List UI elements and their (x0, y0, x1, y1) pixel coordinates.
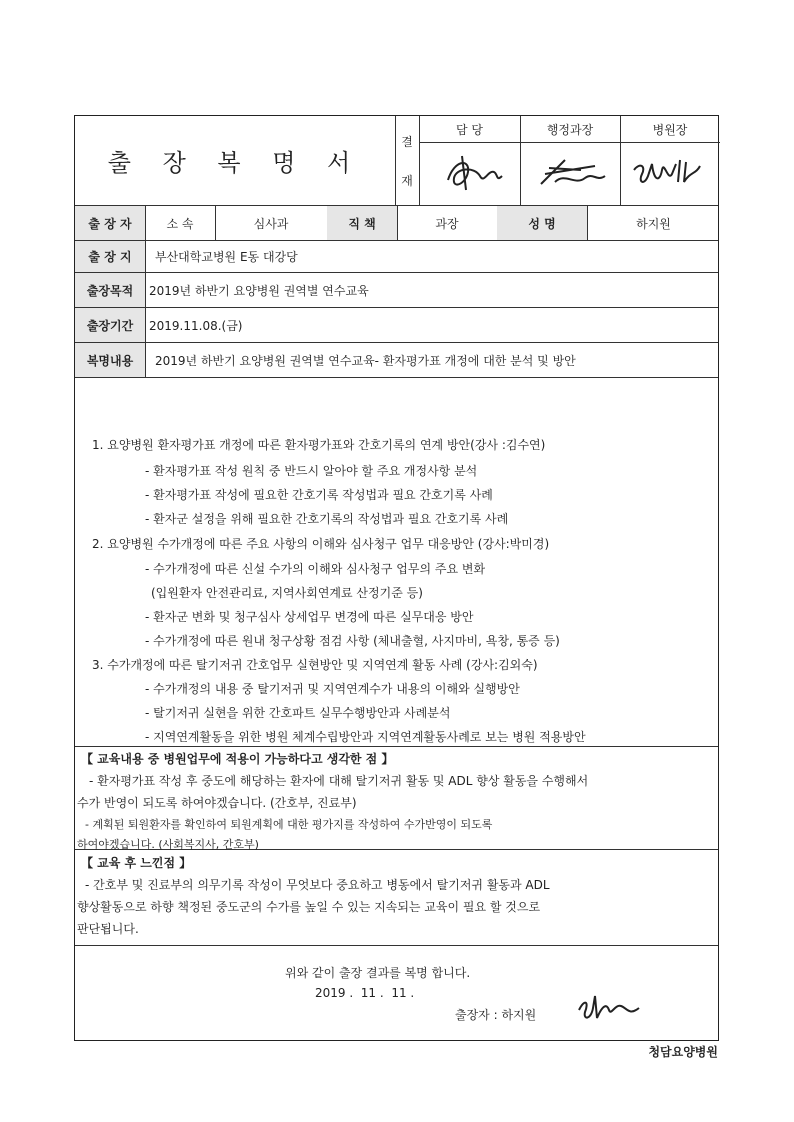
feel-section (75, 850, 718, 946)
apply-header: 【 교육내용 중 병원업무에 적용이 가능하다고 생각한 점 】 (81, 752, 394, 766)
position-value: 과장 (435, 216, 459, 231)
closing-statement: 위와 같이 출장 결과를 복명 합니다. (285, 966, 471, 980)
apply-section (75, 746, 718, 850)
apply-line: 하여야겠습니다. (사회복지사, 간호부) (77, 838, 259, 851)
report-row (75, 343, 718, 378)
position-label: 직 책 (327, 206, 397, 240)
content-line: - 수가개정의 내용 중 탈기저귀 및 지역연계수가 내용의 이해와 실행방안 (145, 682, 520, 696)
feel-line: 판단됩니다. (77, 922, 139, 936)
feel-line: - 간호부 및 진료부의 의무기록 작성이 무엇보다 중요하고 병동에서 탈기저귀 활동과 ADL (85, 878, 550, 892)
content-line: (입원환자 안전관리료, 지역사회연계료 산정기준 등) (151, 586, 423, 600)
closing-date: 2019 . 11 . 11 . (315, 986, 415, 1000)
period-value: 2019.11.08.(금) (149, 318, 243, 333)
signature-staff-icon (440, 150, 510, 196)
content-area (75, 378, 718, 747)
signature-traveler-icon (575, 990, 645, 1024)
purpose-row (75, 273, 718, 308)
page-title: 출 장 복 명 서 (107, 149, 363, 177)
apply-line: 수가 반영이 되도록 하여야겠습니다. (간호부, 진료부) (77, 796, 357, 810)
traveler-label: 출 장 자 (75, 206, 145, 240)
place-label: 출 장 지 (75, 241, 145, 272)
period-row (75, 308, 718, 343)
name-value: 하지원 (636, 216, 671, 231)
report-label: 복명내용 (75, 343, 145, 377)
content-line: 2. 요양병원 수가개정에 따른 주요 사항의 이해와 심사청구 업무 대응방안 (강사:박미경) (92, 537, 550, 551)
dept-label: 소 속 (166, 216, 194, 231)
feel-header: 【 교육 후 느낀점 】 (81, 856, 192, 870)
content-line: - 환자평가표 작성에 필요한 간호기록 작성법과 필요 간호기록 사례 (145, 488, 493, 502)
content-line: 1. 요양병원 환자평가표 개정에 따른 환자평가표와 간호기록의 연계 방안(강사 :김수연) (92, 438, 546, 452)
content-line: - 환자평가표 작성 원칙 중 반드시 알아야 할 주요 개정사항 분석 (145, 464, 478, 478)
report-value: 2019년 하반기 요양병원 권역별 연수교육- 환자평가표 개정에 대한 분석 및 방안 (155, 353, 576, 368)
approval-label (395, 116, 419, 205)
content-line: - 환자군 변화 및 청구심사 상세업무 변경에 따른 실무대응 방안 (145, 610, 474, 624)
period-label: 출장기간 (75, 308, 145, 342)
apply-line: - 계획된 퇴원환자를 확인하여 퇴원계획에 대한 평가지를 작성하여 수가반영이 되도록 (85, 818, 493, 831)
content-line: 3. 수가개정에 따른 탈기저귀 간호업무 실현방안 및 지역연계 활동 사례 (강사:김외숙) (92, 658, 538, 672)
content-line: - 환자군 설정을 위해 필요한 간호기록의 작성법과 필요 간호기록 사례 (145, 512, 509, 526)
apply-line: - 환자평가표 작성 후 중도에 해당하는 환자에 대해 탈기저귀 활동 및 ADL 향상 활동을 수행해서 (89, 774, 589, 788)
approval-col-staff: 담 당 (456, 122, 483, 137)
header-row (75, 116, 718, 206)
approval-col-director: 병원장 (652, 122, 688, 137)
purpose-value: 2019년 하반기 요양병원 권역별 연수교육 (149, 283, 369, 298)
approval-label-bottom: 재 (401, 173, 413, 188)
report-form (74, 115, 719, 1041)
hospital-name: 청담요양병원 (648, 1045, 718, 1059)
approval-label-top: 결 (401, 134, 413, 149)
place-row (75, 241, 718, 273)
dept-value: 심사과 (253, 216, 289, 231)
feel-line: 향상활동으로 하향 책정된 중도군의 수가를 높일 수 있는 지속되는 교육이 필요 할 것으로 (77, 900, 541, 914)
content-line: - 수가개정에 따른 원내 청구상황 점검 사항 (체내출혈, 사지마비, 욕창, 통증 등) (145, 634, 560, 648)
name-label: 성 명 (497, 206, 587, 240)
approval-col-admin: 행정과장 (546, 122, 594, 137)
signature-admin-icon (535, 152, 615, 194)
content-line: - 수가개정에 따른 신설 수가의 이해와 심사청구 업무의 주요 변화 (145, 562, 486, 576)
traveler-row (75, 206, 718, 241)
content-line: - 지역연계활동을 위한 병원 체계수립방안과 지역연계활동사례로 보는 병원 적용방안 (145, 730, 586, 744)
content-line: - 탈기저귀 실현을 위한 간호파트 실무수행방안과 사례분석 (145, 706, 451, 720)
signature-director-icon (630, 152, 712, 194)
purpose-label: 출장목적 (75, 273, 145, 307)
place-value: 부산대학교병원 E동 대강당 (155, 250, 298, 264)
closing-signer: 출장자 : 하지원 (455, 1008, 537, 1022)
